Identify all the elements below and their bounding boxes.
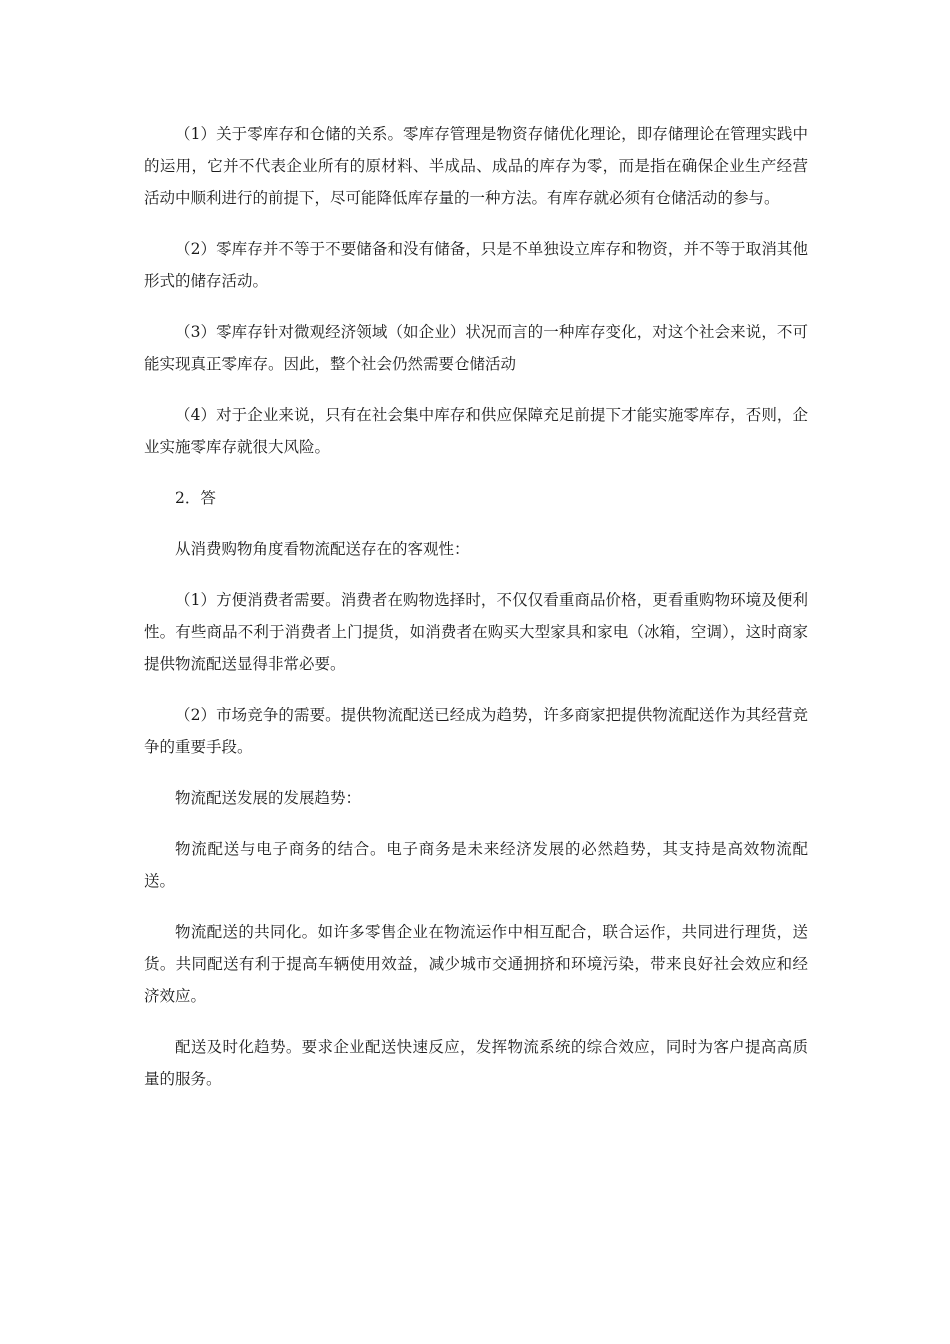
- paragraph-zero-inventory-enterprise: （4）对于企业来说，只有在社会集中库存和供应保障充足前提下才能实施零库存，否则，企业实施零库存就很大风险。: [144, 406, 808, 456]
- answer-heading: 2．答: [175, 489, 216, 507]
- paragraph-consumer-perspective: 从消费购物角度看物流配送存在的客观性：: [175, 540, 470, 558]
- paragraph-zero-inventory-reserves: （2）零库存并不等于不要储备和没有储备，只是不单独设立库存和物资，并不等于取消其他形式的储存活动。: [144, 240, 808, 290]
- paragraph-market-competition: （2）市场竞争的需要。提供物流配送已经成为趋势，许多商家把提供物流配送作为其经营竞争的重要手段。: [144, 706, 808, 756]
- paragraph-zero-inventory-micro: （3）零库存针对微观经济领域（如企业）状况而言的一种库存变化，对这个社会来说，不可能实现真正零库存。因此，整个社会仍然需要仓储活动: [144, 323, 808, 373]
- document-body: [144, 118, 808, 1114]
- paragraph-trend-ecommerce: 物流配送与电子商务的结合。电子商务是未来经济发展的必然趋势，其支持是高效物流配送。: [144, 840, 808, 890]
- paragraph-trend-timeliness: 配送及时化趋势。要求企业配送快速反应，发挥物流系统的综合效应，同时为客户提高高质量的服务。: [144, 1038, 808, 1088]
- paragraph-trend-joint-distribution: 物流配送的共同化。如许多零售企业在物流运作中相互配合，联合运作，共同进行理货，送货。共同配送有利于提高车辆使用效益，减少城市交通拥挤和环境污染，带来良好社会效应和经济效应。: [144, 923, 808, 1005]
- paragraph-zero-inventory-warehousing: （1）关于零库存和仓储的关系。零库存管理是物资存储优化理论，即存储理论在管理实践中的运用，它并不代表企业所有的原材料、半成品、成品的库存为零，而是指在确保企业生产经营活动中顺利进行的前提下，尽可能降低库存量的一种方法。有库存就必须有仓储活动的参与。: [144, 125, 808, 207]
- paragraph-consumer-convenience: （1）方便消费者需要。消费者在购物选择时，不仅仅看重商品价格，更看重购物环境及便利性。有些商品不利于消费者上门提货，如消费者在购买大型家具和家电（冰箱，空调），这时商家提供物流配送显得非常必要。: [144, 591, 808, 673]
- paragraph-trends-heading: 物流配送发展的发展趋势：: [175, 789, 362, 807]
